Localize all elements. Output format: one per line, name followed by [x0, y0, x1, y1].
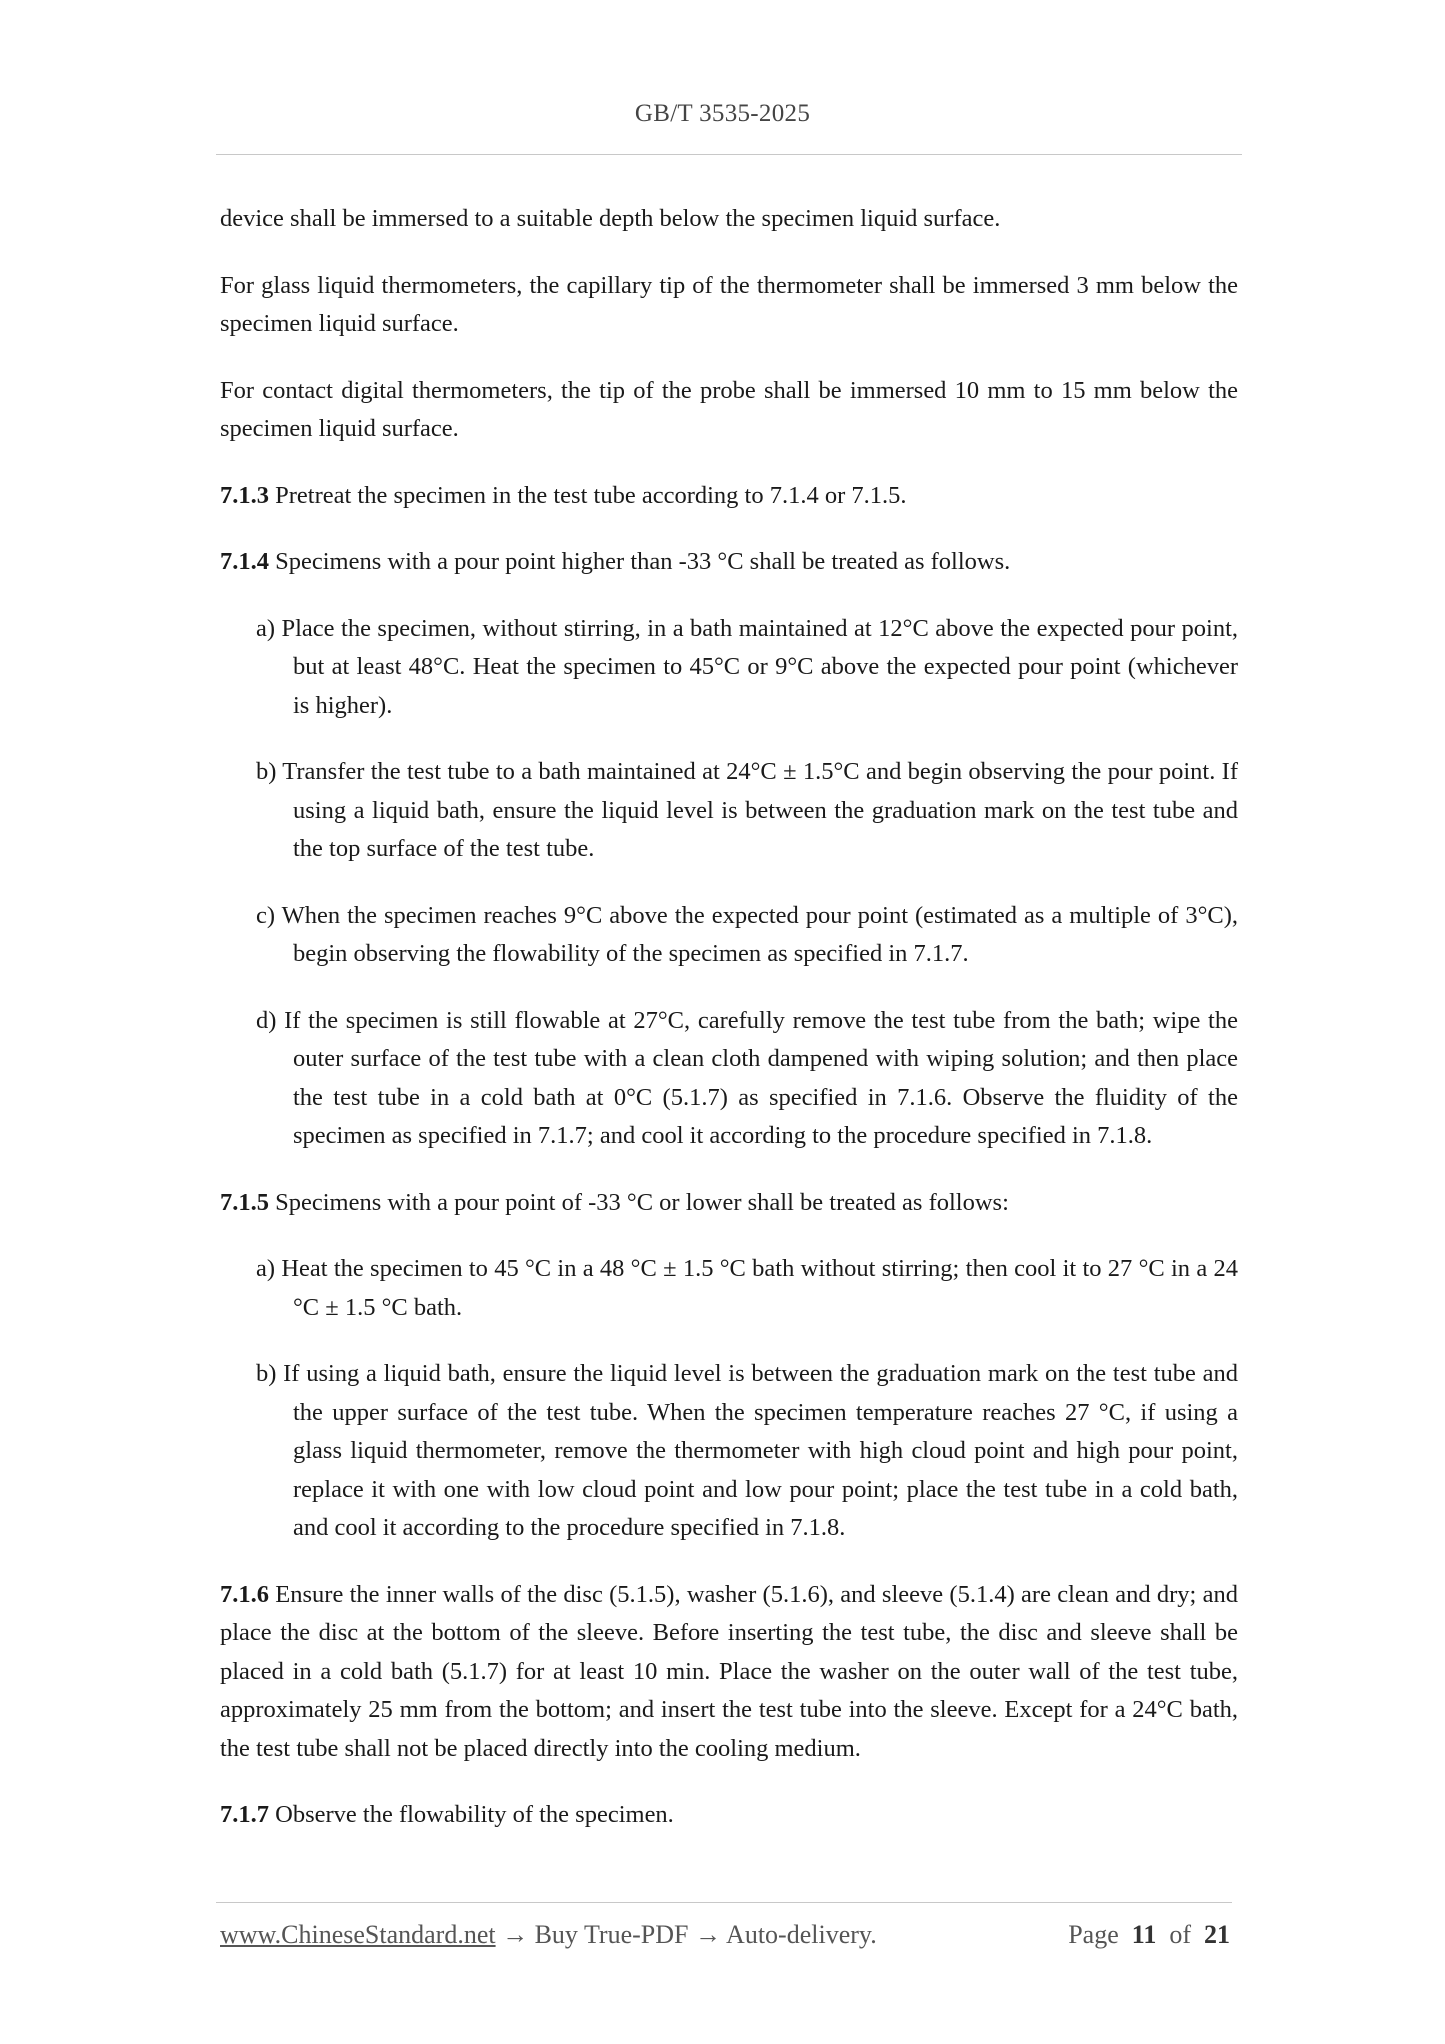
- clause-number: 7.1.5: [220, 1188, 269, 1216]
- list-item: a) Heat the specimen to 45 °C in a 48 °C ± 1.5 °C bath without stirring; then cool it to 27 °C in a 24 °C ± 1.5 °C bath.: [256, 1255, 1238, 1321]
- paragraph: device shall be immersed to a suitable depth below the specimen liquid surface.: [220, 205, 1001, 232]
- clause-number: 7.1.3: [220, 481, 269, 509]
- page-label: Page: [1068, 1920, 1119, 1949]
- header-divider: [216, 154, 1242, 155]
- list-item: b) If using a liquid bath, ensure the liquid level is between the graduation mark on the test tube and the upper surface of the test tube. When the specimen temperature reaches 27 °C, if using a glass liquid thermometer, remove the thermometer with high cloud point and high pour point, replace it with one with low cloud point and low pour point; place the test tube in a cold bath, and cool it according to the procedure specified in 7.1.8.: [256, 1360, 1238, 1541]
- clause-text: Observe the flowability of the specimen.: [269, 1801, 674, 1828]
- total-pages: 21: [1204, 1920, 1230, 1949]
- clause-7-1-7: [220, 1796, 1238, 1835]
- footer-promo: [220, 1920, 877, 1950]
- clause-text: Ensure the inner walls of the disc (5.1.5), washer (5.1.6), and sleeve (5.1.4) are clean and dry; and place the disc at the bottom of the sleeve. Before inserting the test tube, the disc and sleeve shall be placed in a cold bath (5.1.7) for at least 10 min. Place the washer on the outer wall of the test tube, approximately 25 mm from the bottom; and insert the test tube into the sleeve. Except for a 24°C bath, the test tube shall not be placed directly into the cooling medium.: [220, 1580, 1238, 1762]
- paragraph: For glass liquid thermometers, the capillary tip of the thermometer shall be immersed 3 mm below the specimen liquid surface.: [220, 271, 1238, 337]
- clause-number: 7.1.6: [220, 1580, 269, 1608]
- clause-text: Specimens with a pour point higher than -33 °C shall be treated as follows.: [269, 548, 1011, 575]
- clause-text: Specimens with a pour point of -33 °C or lower shall be treated as follows:: [269, 1188, 1009, 1216]
- current-page: 11: [1131, 1920, 1157, 1949]
- list-item: b) Transfer the test tube to a bath maintained at 24°C ± 1.5°C and begin observing the pour point. If using a liquid bath, ensure the liquid level is between the graduation mark on the test tube and the top surface of the test tube.: [256, 758, 1238, 862]
- footer-promo-text: → Buy True-PDF → Auto-delivery.: [495, 1920, 877, 1949]
- paragraph: For contact digital thermometers, the tip of the probe shall be immersed 10 mm to 15 mm below the specimen liquid surface.: [220, 376, 1238, 442]
- of-label: of: [1169, 1920, 1191, 1949]
- page-header: GB/T 3535-2025: [634, 100, 811, 127]
- clause-7-1-6: [220, 1576, 1238, 1769]
- clause-7-1-4: [220, 543, 1238, 582]
- document-body: [220, 200, 1238, 1835]
- list-item: c) When the specimen reaches 9°C above the expected pour point (estimated as a multiple of 3°C), begin observing the flowability of the specimen as specified in 7.1.7.: [256, 901, 1238, 967]
- page-number: [1068, 1920, 1230, 1950]
- list-item: d) If the specimen is still flowable at 27°C, carefully remove the test tube from the bath; wipe the outer surface of the test tube with a clean cloth dampened with wiping solution; and then place the test tube in a cold bath at 0°C (5.1.7) as specified in 7.1.6. Observe the fluidity of the specimen as specified in 7.1.7; and cool it according to the procedure specified in 7.1.8.: [256, 1006, 1238, 1149]
- website-link[interactable]: www.ChineseStandard.net: [220, 1920, 496, 1949]
- clause-text: Pretreat the specimen in the test tube according to 7.1.4 or 7.1.5.: [269, 481, 907, 509]
- list-item: a) Place the specimen, without stirring, in a bath maintained at 12°C above the expected pour point, but at least 48°C. Heat the specimen to 45°C or 9°C above the expected pour point (whichever is higher).: [256, 614, 1238, 719]
- clause-7-1-5: [220, 1184, 1238, 1223]
- clause-number: 7.1.4: [220, 548, 269, 575]
- clause-number: 7.1.7: [220, 1801, 269, 1828]
- clause-7-1-3: [220, 477, 1238, 516]
- footer-divider: [216, 1902, 1232, 1903]
